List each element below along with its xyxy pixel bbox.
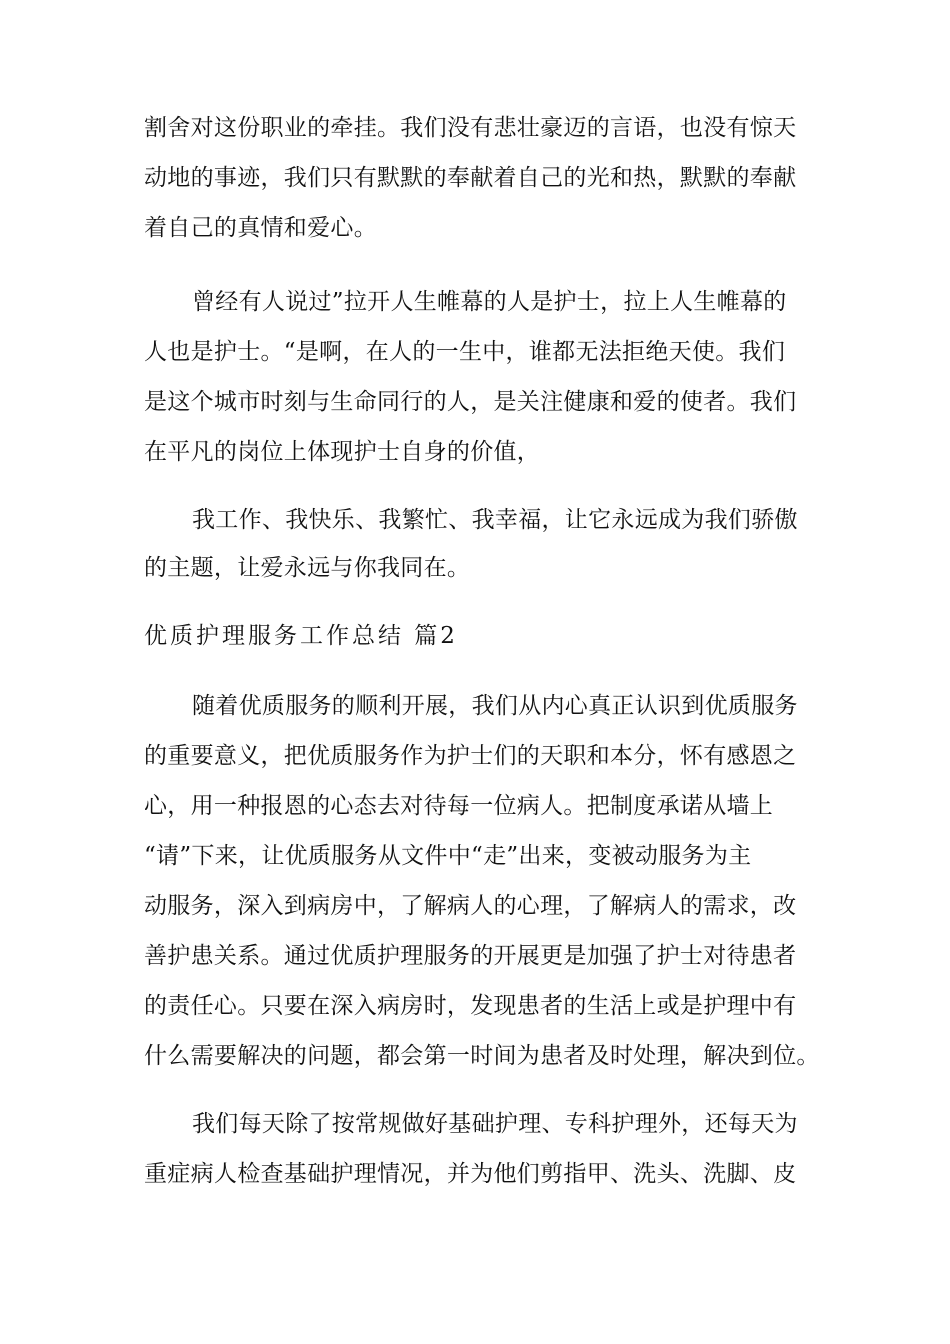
paragraph-line: 动地的事迹，我们只有默默的奉献着自己的光和热，默默的奉献 xyxy=(144,165,797,191)
paragraph-line: 着自己的真情和爱心。 xyxy=(144,215,377,241)
section-heading: 优质护理服务工作总结 篇2 xyxy=(144,623,458,649)
paragraph-line: 的主题，让爱永远与你我同在。 xyxy=(144,555,471,581)
paragraph-line: 是这个城市时刻与生命同行的人，是关注健康和爱的使者。我们 xyxy=(144,389,797,415)
paragraph-line: 的重要意义，把优质服务作为护士们的天职和本分，怀有感恩之 xyxy=(144,743,797,769)
paragraph-line: 我工作、我快乐、我繁忙、我幸福，让它永远成为我们骄傲 xyxy=(192,507,798,533)
paragraph-line: 动服务，深入到病房中，了解病人的心理，了解病人的需求，改 xyxy=(144,893,797,919)
paragraph-line: 人也是护士。“是啊，在人的一生中，谁都无法拒绝天使。我们 xyxy=(144,339,786,365)
paragraph-line: 善护患关系。通过优质护理服务的开展更是加强了护士对待患者 xyxy=(144,943,797,969)
paragraph-line: 什么需要解决的问题，都会第一时间为患者及时处理，解决到位。 xyxy=(144,1043,820,1069)
paragraph-line: 的责任心。只要在深入病房时，发现患者的生活上或是护理中有 xyxy=(144,993,797,1019)
paragraph-line: 心，用一种报恩的心态去对待每一位病人。把制度承诺从墙上 xyxy=(144,793,774,819)
paragraph-line: 随着优质服务的顺利开展，我们从内心真正认识到优质服务 xyxy=(192,693,798,719)
paragraph-line: 割舍对这份职业的牵挂。我们没有悲壮豪迈的言语，也没有惊天 xyxy=(144,115,797,141)
paragraph-line: 重症病人检查基础护理情况，并为他们剪指甲、洗头、洗脚、皮 xyxy=(144,1161,797,1187)
paragraph-line: 在平凡的岗位上体现护士自身的价值， xyxy=(144,439,541,465)
paragraph-line: 曾经有人说过”拉开人生帷幕的人是护士，拉上人生帷幕的 xyxy=(192,289,787,315)
paragraph-line: “请”下来，让优质服务从文件中“走”出来，变被动服务为主 xyxy=(144,843,752,869)
paragraph-line: 我们每天除了按常规做好基础护理、专科护理外，还每天为 xyxy=(192,1111,798,1137)
